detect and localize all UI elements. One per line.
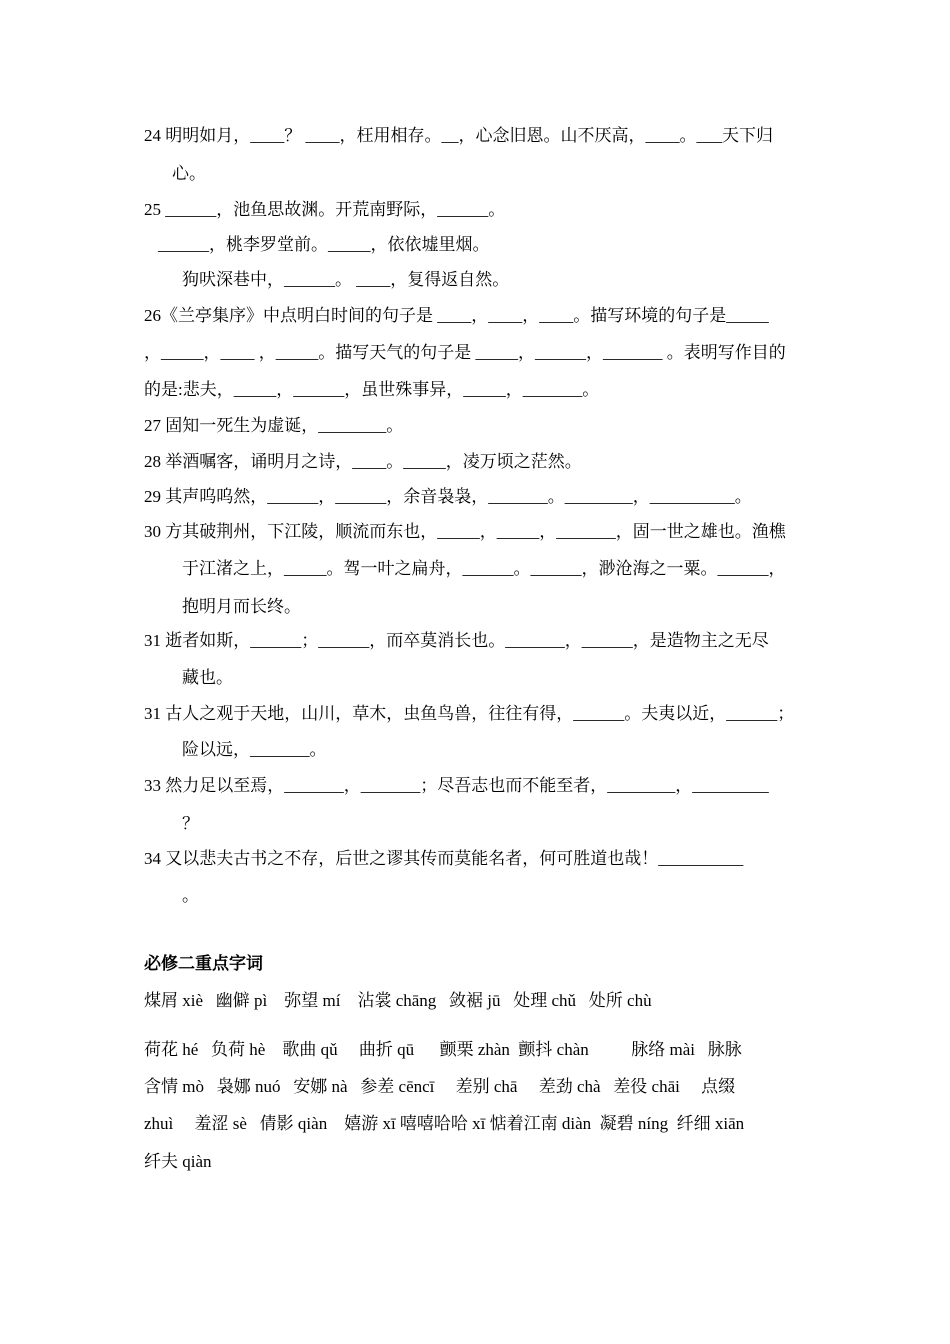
vocab-line-3: 含情 mò 袅娜 nuó 安娜 nà 参差 cēncī 差别 chā 差劲 chà 差役 chāi 点缀 (144, 1077, 736, 1096)
question-27: 27 固知一死生为虚诞，________。 (144, 416, 404, 435)
question-25-line-2: ______，桃李罗堂前。_____，依依墟里烟。 (158, 235, 490, 254)
section-heading: 必修二重点字词 (144, 954, 263, 973)
question-31b-line-2: 险以远，_______。 (182, 740, 327, 759)
question-25-line-1: 25 ______，池鱼思故渊。开荒南野际，______。 (144, 200, 506, 219)
question-24-line-1: 24 明明如月，____？ ____，枉用相存。__，心念旧恩。山不厌高，____。___天下归 (144, 126, 773, 145)
question-31a-line-1: 31 逝者如斯，______；______，而卒莫消长也。_______，______，是造物主之无尽 (144, 631, 769, 650)
question-24-line-2: 心。 (172, 164, 206, 183)
question-30-line-2: 于江渚之上，_____。驾一叶之扁舟，______。______，渺沧海之一粟。______， (182, 559, 786, 578)
question-26-line-2: ，_____，____ ，_____。描写天气的句子是 _____，______，_______ 。表明写作目的 (144, 343, 786, 362)
question-26-line-1: 26《兰亭集序》中点明白时间的句子是 ____，____，____。描写环境的句子是_____ (144, 306, 769, 325)
vocab-line-5: 纤夫 qiàn (144, 1152, 212, 1171)
question-30-line-3: 抱明月而长终。 (182, 597, 301, 616)
vocab-line-2: 荷花 hé 负荷 hè 歌曲 qǔ 曲折 qū 颤栗 zhàn 颤抖 chàn 脉络 mài 脉脉 (144, 1040, 742, 1059)
question-33-line-2: ？ (182, 814, 199, 833)
question-28: 28 举酒嘱客，诵明月之诗，____。_____，凌万顷之茫然。 (144, 452, 582, 471)
question-34-line-2: 。 (182, 886, 199, 905)
vocab-line-4: zhuì 羞涩 sè 倩影 qiàn 嬉游 xī 嘻嘻哈哈 xī 惦着江南 diàn 凝碧 níng 纤细 xiān (144, 1114, 745, 1133)
question-30-line-1: 30 方其破荆州，下江陵，顺流而东也，_____，_____，_______，固一世之雄也。渔樵 (144, 522, 786, 541)
question-31a-line-2: 藏也。 (182, 668, 233, 687)
question-33-line-1: 33 然力足以至焉，_______，_______；尽吾志也而不能至者，________，_________ (144, 776, 769, 795)
question-29: 29 其声呜呜然，______，______，余音袅袅，_______。________，__________。 (144, 487, 752, 506)
question-26-line-3: 的是:悲夫，_____，______，虽世殊事异，_____，_______。 (144, 380, 600, 399)
question-34-line-1: 34 又以悲夫古书之不存，后世之谬其传而莫能名者，何可胜道也哉！__________ (144, 849, 744, 868)
vocab-line-1: 煤屑 xiè 幽僻 pì 弥望 mí 沾裳 chāng 敛裾 jū 处理 chǔ 处所 chù (144, 991, 652, 1010)
question-25-line-3: 狗吠深巷中，______。 ____，复得返自然。 (182, 270, 510, 289)
question-31b-line-1: 31 古人之观于天地，山川，草木，虫鱼鸟兽，往往有得，______。夫夷以近，______； (144, 704, 795, 723)
